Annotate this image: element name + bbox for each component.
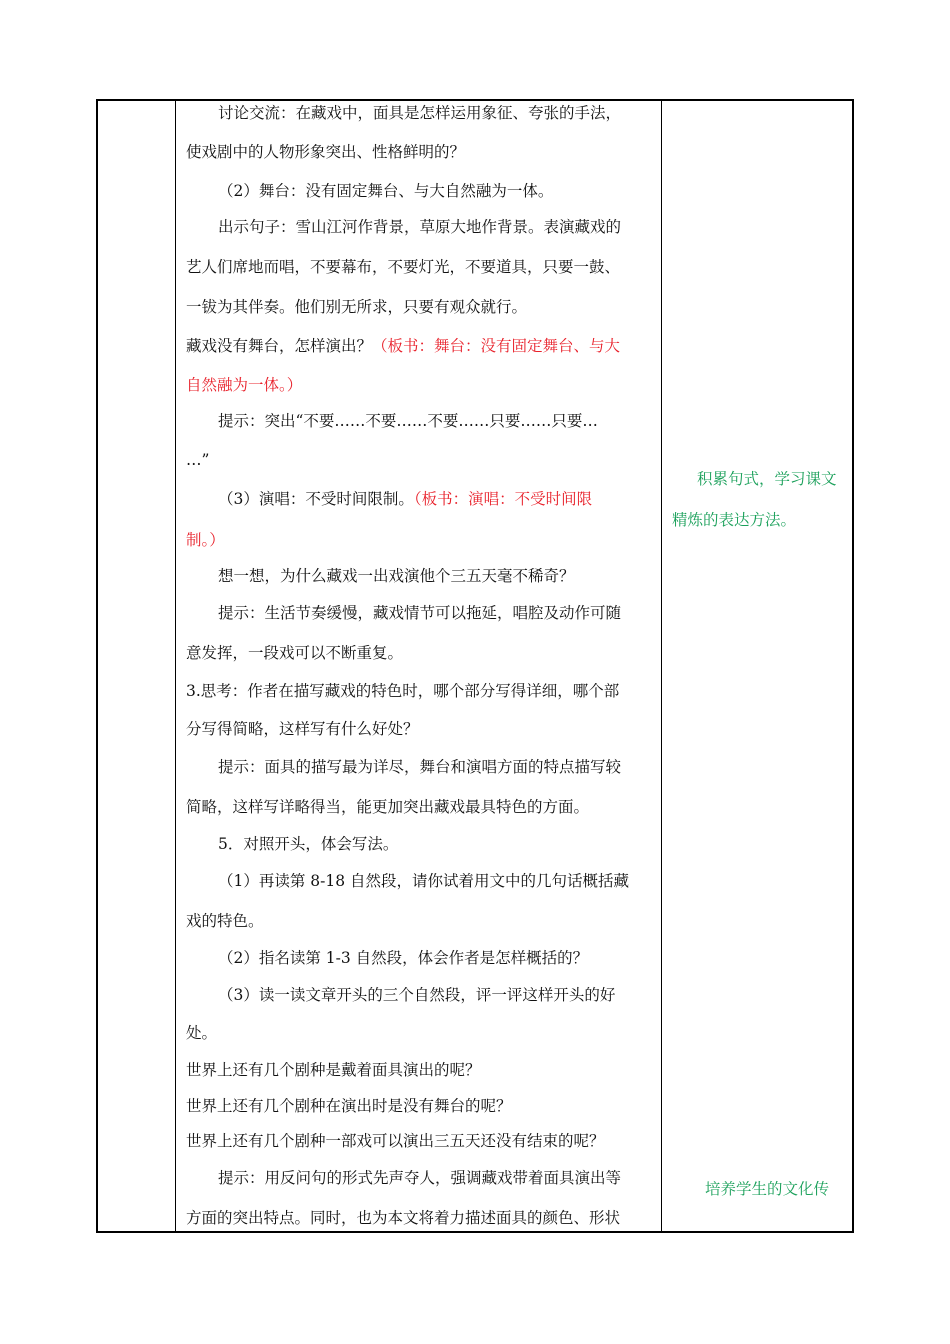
content-line xyxy=(186,450,209,470)
blackboard-note: （板书：舞台：没有固定舞台、与大 xyxy=(372,337,621,355)
content-line xyxy=(186,1208,620,1228)
content-text: 提示：面具的描写最为详尽，舞台和演唱方面的特点描写较 xyxy=(218,758,622,776)
content-line xyxy=(186,719,419,739)
content-line xyxy=(186,643,403,663)
content-text: 简略，这样写详略得当，能更加突出藏戏最具特色的方面。 xyxy=(186,798,590,816)
content-text: 意发挥，一段戏可以不断重复。 xyxy=(186,644,404,662)
content-line xyxy=(218,985,615,1005)
content-line xyxy=(186,1131,605,1151)
content-line xyxy=(218,489,592,509)
content-text: 方面的突出特点。同时，也为本文将着力描述面具的颜色、形状 xyxy=(186,1209,621,1227)
content-line xyxy=(186,142,465,162)
content-text: 艺人们席地而唱，不要幕布，不要灯光，不要道具，只要一鼓、 xyxy=(186,258,621,276)
content-text: （2）指名读第 1-3 自然段，体会作者是怎样概括的？ xyxy=(218,949,589,967)
side-note-line: 积累句式，学习课文 xyxy=(697,470,837,488)
side-note-line: 精炼的表达方法。 xyxy=(672,511,797,529)
content-line xyxy=(218,871,629,891)
content-line xyxy=(186,297,527,317)
content-line xyxy=(186,530,225,550)
side-note-line: 培养学生的文化传 xyxy=(705,1180,830,1198)
column-divider-2 xyxy=(661,101,662,1231)
content-text: 分写得简略，这样写有什么好处？ xyxy=(186,720,419,738)
content-line xyxy=(218,181,553,201)
content-text: （3）读一读文章开头的三个自然段，评一评这样开头的好 xyxy=(218,986,616,1004)
content-text: 一钹为其伴奏。他们别无所求，只要有观众就行。 xyxy=(186,298,528,316)
content-text: 提示：用反问句的形式先声夺人，强调藏戏带着面具演出等 xyxy=(218,1169,622,1187)
content-text: （2）舞台：没有固定舞台、与大自然融为一体。 xyxy=(218,182,554,200)
content-text: （1）再读第 8-18 自然段，请你试着用文中的几句话概括藏 xyxy=(218,872,630,890)
content-text: 处。 xyxy=(186,1024,218,1042)
content-line xyxy=(218,834,398,854)
content-text: 5．对照开头，体会写法。 xyxy=(218,835,399,853)
content-text: （3）演唱：不受时间限制。 xyxy=(218,490,414,508)
content-text: 提示：生活节奏缓慢，藏戏情节可以拖延，唱腔及动作可随 xyxy=(218,604,622,622)
column-divider-1 xyxy=(175,101,176,1231)
content-text: …” xyxy=(186,451,210,469)
content-line xyxy=(218,566,575,586)
content-line xyxy=(186,336,620,356)
blackboard-note: 自然融为一体。） xyxy=(186,376,303,394)
content-line xyxy=(186,375,302,395)
content-line xyxy=(218,103,621,123)
content-line xyxy=(186,911,264,931)
content-text: 世界上还有几个剧种是戴着面具演出的呢？ xyxy=(186,1061,481,1079)
content-text: 想一想，为什么藏戏一出戏演他个三五天毫不稀奇？ xyxy=(218,567,575,585)
content-text: 藏戏没有舞台，怎样演出？ xyxy=(186,337,373,355)
content-text: 世界上还有几个剧种一部戏可以演出三五天还没有结束的呢？ xyxy=(186,1132,605,1150)
content-line xyxy=(186,797,589,817)
content-line xyxy=(218,603,621,623)
content-line xyxy=(218,1168,621,1188)
content-text: 世界上还有几个剧种在演出时是没有舞台的呢？ xyxy=(186,1097,512,1115)
content-text: 戏的特色。 xyxy=(186,912,264,930)
content-line xyxy=(218,948,588,968)
content-line xyxy=(186,1060,481,1080)
content-line xyxy=(186,681,619,701)
content-line xyxy=(186,1023,217,1043)
content-line xyxy=(186,257,620,277)
content-text: 提示：突出“不要……不要……不要……只要……只要… xyxy=(218,412,598,430)
content-text: 讨论交流：在藏戏中，面具是怎样运用象征、夸张的手法， xyxy=(218,104,622,122)
content-line xyxy=(218,757,621,777)
content-text: 出示句子：雪山江河作背景，草原大地作背景。表演藏戏的 xyxy=(218,218,622,236)
content-text: 使戏剧中的人物形象突出、性格鲜明的？ xyxy=(186,143,466,161)
content-line xyxy=(218,217,621,237)
blackboard-note: 制。） xyxy=(186,531,225,549)
content-text: 3.思考：作者在描写藏戏的特色时，哪个部分写得详细，哪个部 xyxy=(186,682,620,700)
blackboard-note: （板书：演唱：不受时间限 xyxy=(413,490,593,508)
content-line xyxy=(218,411,598,431)
content-line xyxy=(186,1096,512,1116)
